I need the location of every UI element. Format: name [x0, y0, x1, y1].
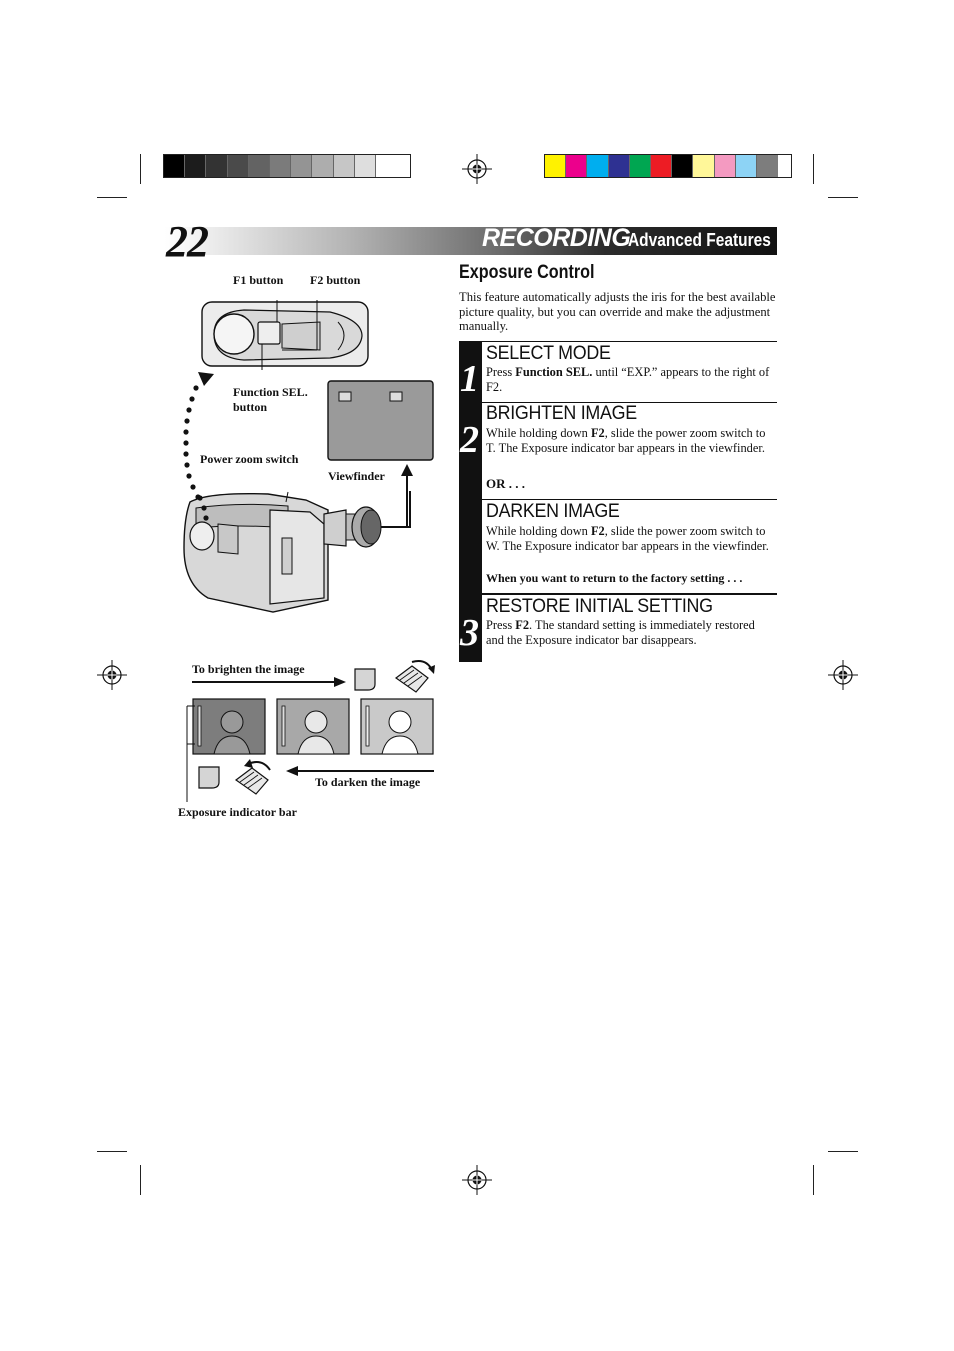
- registration-mark-icon: [97, 660, 127, 690]
- color-swatch: [736, 155, 757, 177]
- zoom-switch-icon: [352, 666, 378, 692]
- darken-arrow-icon: [284, 765, 436, 777]
- brighten-arrow-icon: [190, 676, 350, 688]
- step-number: 1: [460, 358, 479, 400]
- step-text-part: While holding down: [486, 524, 591, 538]
- step-title: DARKEN IMAGE: [486, 501, 620, 522]
- step-divider: [482, 593, 777, 595]
- page-number: 22: [166, 217, 208, 266]
- step-divider: [482, 341, 777, 342]
- color-swatch: [630, 155, 651, 177]
- step-text: [486, 618, 774, 647]
- gray-swatch: [185, 155, 206, 177]
- camcorder-illustration: [178, 488, 418, 620]
- step-text-part: , slide the power zoom switch to T. The Exposure indicator bar appears in the viewfinder.: [486, 426, 766, 455]
- gray-swatch: [249, 155, 270, 177]
- registration-mark-icon: [462, 1165, 492, 1195]
- step-title: BRIGHTEN IMAGE: [486, 403, 637, 424]
- color-swatch: [609, 155, 630, 177]
- or-label: OR . . .: [486, 476, 525, 491]
- step-text: [486, 426, 774, 455]
- bright-image-frame: [360, 698, 435, 756]
- page-heading: Exposure Control: [459, 262, 595, 283]
- color-swatch: [693, 155, 714, 177]
- factory-setting-note: When you want to return to the factory setting . . .: [486, 571, 743, 585]
- section-subtitle: Advanced Features: [628, 230, 771, 250]
- exposure-indicator-label: Exposure indicator bar: [178, 805, 297, 819]
- color-swatch: [757, 155, 778, 177]
- normal-image-frame: [276, 698, 351, 756]
- step-title: RESTORE INITIAL SETTING: [486, 596, 713, 617]
- step-divider: [482, 499, 777, 500]
- step-text-part: Press: [486, 365, 516, 379]
- step-text-part: until “EXP.” appears to the right of F2.: [486, 365, 770, 394]
- step-text-part: , slide the power zoom switch to W. The Exposure indicator bar appears in the viewfinder.: [486, 524, 769, 553]
- color-swatch: [715, 155, 736, 177]
- viewfinder-label: Viewfinder: [328, 469, 385, 483]
- step-number: 3: [460, 612, 479, 654]
- step-number: 2: [460, 419, 479, 461]
- color-calibration-bar: [544, 154, 792, 178]
- brighten-label: To brighten the image: [192, 662, 305, 676]
- finger-press-icon: [230, 756, 278, 796]
- zoom-switch-icon: [196, 764, 222, 790]
- step-text-keyword: F2: [590, 426, 605, 440]
- gray-swatch: [355, 155, 376, 177]
- grayscale-calibration-bar: [163, 154, 411, 178]
- color-swatch: [545, 155, 566, 177]
- step-text-keyword: F2: [515, 618, 530, 632]
- color-swatch: [566, 155, 587, 177]
- step-text-part: . The standard setting is immediately restored and the Exposure indicator bar disappears.: [486, 618, 755, 647]
- section-title: RECORDING: [482, 224, 631, 252]
- power-zoom-label: Power zoom switch: [200, 452, 299, 466]
- gray-swatch: [334, 155, 355, 177]
- color-swatch: [587, 155, 608, 177]
- color-swatch: [651, 155, 672, 177]
- intro-paragraph: This feature automatically adjusts the iris for the best available picture quality, but you can override and make the adjustment manually.: [459, 290, 776, 334]
- step-text-keyword: Function SEL.: [515, 365, 593, 379]
- dark-image-frame: [192, 698, 267, 756]
- step-text-part: Press: [486, 618, 516, 632]
- gray-swatch: [206, 155, 227, 177]
- darken-label: To darken the image: [315, 775, 421, 789]
- indicator-bracket-line: [183, 704, 197, 804]
- gray-swatch: [228, 155, 249, 177]
- step-text-part: While holding down: [486, 426, 591, 440]
- button-panel-illustration: [200, 300, 372, 370]
- finger-press-icon: [390, 656, 438, 696]
- registration-mark-icon: [462, 154, 492, 184]
- step-title: SELECT MODE: [486, 343, 611, 364]
- registration-mark-icon: [828, 660, 858, 690]
- f1-button-label: F1 button: [233, 273, 284, 287]
- gray-swatch: [270, 155, 291, 177]
- function-sel-label: Function SEL.: [233, 385, 308, 399]
- gray-swatch: [376, 155, 397, 177]
- gray-swatch: [291, 155, 312, 177]
- step-text-keyword: F2: [590, 524, 605, 538]
- gray-swatch: [164, 155, 185, 177]
- function-sel-label-line2: button: [233, 400, 268, 414]
- f2-button-label: F2 button: [310, 273, 361, 287]
- step-text: [486, 524, 774, 553]
- gray-swatch: [312, 155, 333, 177]
- color-swatch: [672, 155, 693, 177]
- step-text: [486, 365, 774, 394]
